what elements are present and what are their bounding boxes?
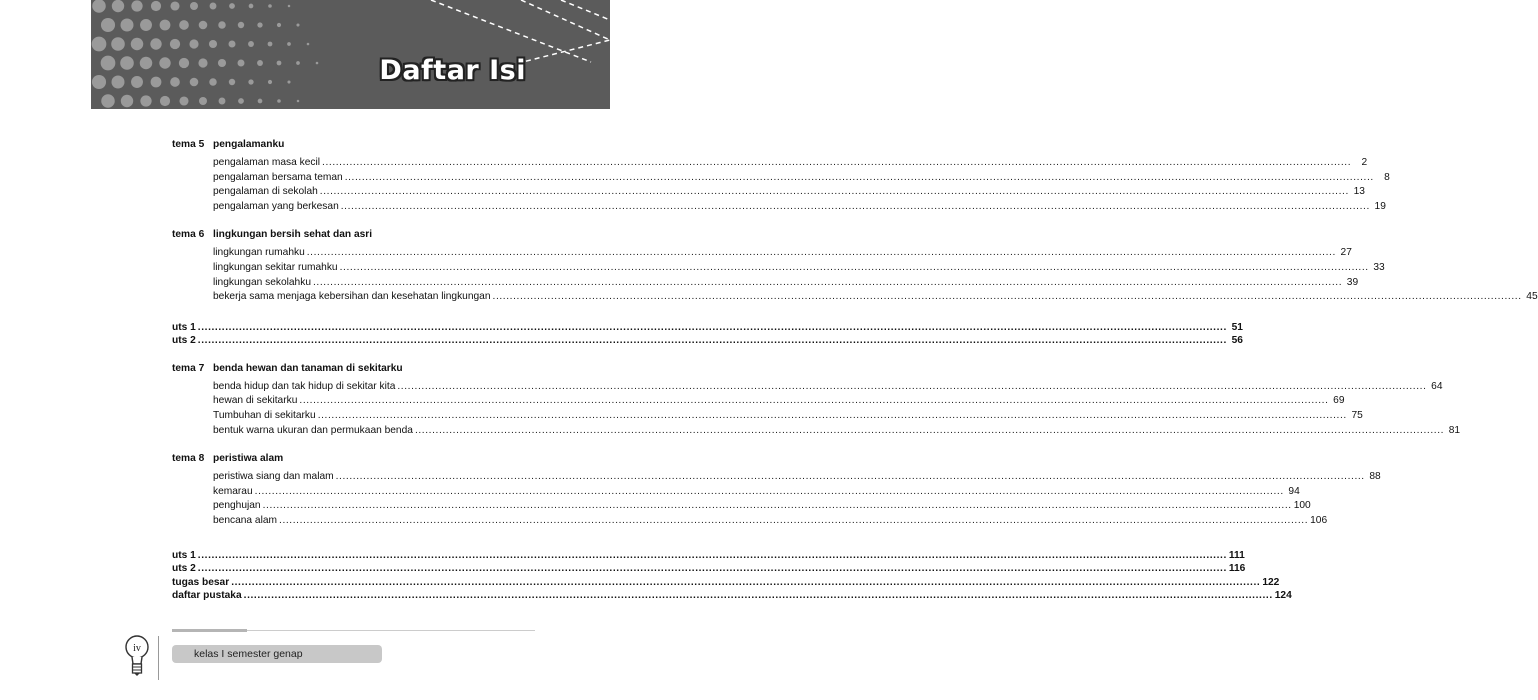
decor-dot: [170, 1, 179, 10]
toc-entry-label: bencana alam: [213, 514, 278, 526]
toc-entry-label: uts 2: [172, 335, 196, 347]
dot-leader: ............................................................................................................................................................................................................................................................................................................: [197, 563, 1227, 574]
decor-dot: [288, 5, 291, 8]
theme-section: [172, 362, 1461, 438]
decor-dot: [209, 40, 217, 48]
toc-entry: [172, 200, 1386, 215]
footer-rule: [172, 629, 247, 632]
toc-entry: [172, 185, 1365, 200]
toc-entry-page: 13: [1353, 186, 1365, 198]
dot-leader: ............................................................................................................................................................................................................................................................................................................: [319, 186, 1349, 198]
footer-caption: kelas I semester genap: [194, 648, 303, 660]
decor-dot: [268, 4, 272, 8]
toc-entry: [172, 589, 1292, 603]
toc-entry-page: 27: [1340, 247, 1352, 259]
toc-entry: [172, 246, 1352, 261]
toc-entry-page: 39: [1346, 276, 1359, 288]
decor-dot: [296, 61, 300, 65]
dot-leader: ............................................................................................................................................................................................................................................................................................................: [306, 247, 1336, 259]
toc-entry-page: 64: [1431, 380, 1443, 392]
toc-entry: [172, 499, 1311, 514]
decor-dot: [229, 79, 235, 85]
toc-entry: [172, 380, 1443, 395]
toc-entry: [172, 394, 1345, 409]
toc-entry-page: 33: [1373, 261, 1385, 273]
dot-pattern-decoration: [91, 0, 610, 109]
decor-dot: [209, 78, 217, 86]
toc-entry-page: 8: [1384, 171, 1390, 183]
toc-entry-label: hewan di sekitarku: [213, 395, 298, 407]
toc-entry-label: pengalaman masa kecil: [213, 157, 321, 168]
toc-entry-page: 116: [1228, 563, 1246, 574]
decor-dot: [238, 60, 245, 67]
decor-dot: [112, 0, 124, 12]
toc-entry-label: lingkungan rumahku: [213, 247, 305, 259]
toc-entry-label: lingkungan sekitar rumahku: [213, 261, 338, 273]
toc-entry: [172, 334, 1243, 348]
dot-leader: ............................................................................................................................................................................................................................................................................................................: [414, 424, 1445, 436]
decor-dot: [151, 1, 161, 11]
theme-heading: [172, 362, 534, 376]
dot-leader: ............................................................................................................................................................................................................................................................................................................: [243, 590, 1273, 601]
toc-entry-page: 124: [1274, 590, 1292, 601]
dot-leader: ............................................................................................................................................................................................................................................................................................................: [317, 409, 1347, 421]
decor-dot: [111, 37, 125, 51]
page-number: iv: [133, 643, 141, 654]
decor-dot: [199, 21, 208, 30]
decor-dot: [131, 38, 144, 51]
theme-section: [172, 452, 1381, 528]
dot-leader: ............................................................................................................................................................................................................................................................................................................: [340, 200, 1370, 212]
toc-entry-page: 69: [1333, 395, 1345, 407]
decor-dot: [140, 57, 153, 70]
toc-entry: [172, 549, 1245, 563]
theme-title: lingkungan bersih sehat dan asri: [213, 229, 373, 241]
toc-entry: [172, 424, 1461, 439]
decor-dot: [140, 19, 152, 31]
decor-dot: [297, 100, 300, 103]
decor-dot: [277, 99, 281, 103]
toc-entry-label: penghujan: [213, 500, 261, 512]
decor-dot: [121, 95, 133, 107]
decor-dot: [257, 22, 262, 27]
decor-dot: [316, 62, 319, 65]
dot-leader: ............................................................................................................................................................................................................................................................................................................: [322, 157, 1352, 168]
decor-dot: [218, 59, 226, 67]
decor-dot: [101, 56, 116, 71]
decor-dot: [248, 41, 254, 47]
theme-number: tema 8: [172, 453, 205, 465]
decor-dot: [160, 20, 171, 31]
dot-leader: ............................................................................................................................................................................................................................................................................................................: [344, 171, 1374, 183]
dot-leader: ............................................................................................................................................................................................................................................................................................................: [197, 321, 1227, 333]
decor-dot: [198, 58, 207, 67]
decor-dot: [268, 80, 272, 84]
table-of-contents: [172, 138, 1538, 603]
toc-entry-label: uts 1: [172, 321, 196, 333]
toc-entry-label: pengalaman bersama teman: [213, 171, 343, 183]
decor-dot: [92, 75, 106, 89]
theme-number: tema 5: [172, 139, 205, 150]
theme-section: [172, 138, 1390, 214]
toc-entry: [172, 470, 1381, 485]
decor-dot: [296, 23, 299, 26]
decor-dot: [160, 96, 170, 106]
theme-title: peristiwa alam: [213, 453, 284, 465]
dot-leader: ............................................................................................................................................................................................................................................................................................................: [197, 335, 1227, 347]
decor-dot: [179, 58, 189, 68]
toc-entry-label: daftar pustaka: [172, 590, 242, 601]
toc-entry-label: lingkungan sekolahku: [213, 276, 311, 288]
decor-dot: [249, 4, 254, 9]
decor-dot: [101, 94, 115, 108]
toc-entry: [172, 514, 1328, 529]
theme-title: benda hewan dan tanaman di sekitarku: [213, 362, 403, 374]
decor-dot: [140, 95, 151, 106]
toc-entry-page: 106: [1310, 514, 1328, 526]
decor-dot: [92, 37, 107, 52]
decor-dot: [112, 76, 125, 89]
decor-dot: [121, 19, 134, 32]
toc-entry-label: tugas besar: [172, 576, 230, 588]
theme-heading: [172, 138, 534, 152]
toc-entry-page: 81: [1448, 424, 1461, 436]
theme-title: pengalamanku: [213, 139, 285, 150]
toc-entry: [172, 290, 1538, 305]
theme-heading: [172, 228, 534, 242]
toc-entry-label: Tumbuhan di sekitarku: [213, 409, 316, 421]
toc-entry: [172, 562, 1246, 576]
dot-leader: ............................................................................................................................................................................................................................................................................................................: [313, 276, 1343, 288]
dashed-line-decoration: [521, 0, 610, 40]
decor-dot: [210, 3, 217, 10]
toc-entry-page: 88: [1369, 471, 1381, 483]
dot-leader: ............................................................................................................................................................................................................................................................................................................: [262, 500, 1292, 512]
toc-entry-label: pengalaman di sekolah: [213, 186, 318, 198]
dot-leader: ............................................................................................................................................................................................................................................................................................................: [339, 261, 1369, 273]
footer-divider: [158, 636, 159, 680]
decor-dot: [170, 77, 180, 87]
decor-dot: [287, 42, 291, 46]
decor-dot: [151, 77, 162, 88]
toc-entry-label: benda hidup dan tak hidup di sekitar kita: [213, 380, 396, 392]
decor-dot: [190, 2, 198, 10]
page-title: Daftar Isi: [379, 55, 526, 86]
toc-entry: [172, 261, 1385, 276]
dashed-line-decoration: [431, 0, 591, 62]
decor-dot: [219, 98, 226, 105]
toc-entry-page: 45: [1526, 291, 1538, 303]
toc-entry-page: 75: [1351, 409, 1363, 421]
toc-entry-page: 2: [1361, 157, 1368, 168]
decor-dot: [159, 57, 170, 68]
theme-number: tema 7: [172, 362, 205, 374]
decor-dot: [101, 18, 115, 32]
toc-entry: [172, 156, 1368, 171]
dot-leader: ............................................................................................................................................................................................................................................................................................................: [397, 380, 1427, 392]
decor-dot: [179, 20, 189, 30]
toc-entry-label: pengalaman yang berkesan: [213, 200, 339, 212]
decor-dot: [238, 98, 244, 104]
toc-entry-page: 100: [1293, 500, 1311, 512]
toc-entry: [172, 321, 1243, 335]
toc-entry-label: uts 1: [172, 549, 196, 561]
decor-dot: [190, 78, 199, 87]
decor-dot: [258, 99, 263, 104]
toc-entry-label: kemarau: [213, 485, 253, 497]
decor-dot: [120, 56, 134, 70]
toc-entry-page: 56: [1231, 335, 1243, 347]
decor-dot: [277, 23, 281, 27]
toc-entry-page: 19: [1374, 200, 1386, 212]
theme-number: tema 6: [172, 229, 205, 241]
toc-entry-label: bekerja sama menjaga kebersihan dan kesehatan lingkungan: [213, 291, 491, 303]
decor-dot: [277, 61, 282, 66]
dashed-line-decoration: [561, 0, 610, 20]
decor-dot: [131, 76, 143, 88]
toc-entry: [172, 171, 1390, 186]
dot-leader: ............................................................................................................................................................................................................................................................................................................: [299, 395, 1329, 407]
decor-dot: [248, 79, 253, 84]
toc-entry-label: bentuk warna ukuran dan permukaan benda: [213, 424, 413, 436]
toc-entry-page: 51: [1231, 321, 1243, 333]
decor-dot: [131, 0, 142, 11]
decor-dot: [150, 38, 161, 49]
toc-entry-page: 111: [1228, 549, 1245, 561]
decor-dot: [199, 97, 207, 105]
dot-leader: ............................................................................................................................................................................................................................................................................................................: [197, 549, 1227, 561]
decor-dot: [238, 22, 244, 28]
footer-rule-thin: [247, 630, 535, 631]
toc-entry-page: 94: [1288, 485, 1300, 497]
decor-dot: [268, 42, 273, 47]
decor-dot: [218, 21, 226, 29]
toc-entry: [172, 409, 1363, 424]
toc-entry: [172, 485, 1300, 500]
decor-dot: [307, 43, 310, 46]
decor-dot: [179, 96, 188, 105]
lightbulb-icon: [124, 630, 150, 685]
toc-entry: [172, 576, 1280, 590]
decor-dot: [287, 80, 290, 83]
dot-leader: ............................................................................................................................................................................................................................................................................................................: [231, 576, 1261, 588]
dot-leader: ............................................................................................................................................................................................................................................................................................................: [335, 471, 1365, 483]
toc-entry-page: 122: [1262, 576, 1280, 588]
theme-section: [172, 228, 1538, 304]
decor-dot: [92, 0, 106, 13]
dot-leader: ............................................................................................................................................................................................................................................................................................................: [279, 514, 1309, 526]
header-banner: [91, 0, 610, 109]
toc-entry: [172, 276, 1359, 291]
toc-entry-label: uts 2: [172, 563, 196, 574]
decor-dot: [170, 39, 180, 49]
decor-dot: [229, 3, 235, 9]
theme-heading: [172, 452, 534, 466]
dot-leader: ............................................................................................................................................................................................................................................................................................................: [254, 485, 1284, 497]
decor-dot: [189, 39, 198, 48]
decor-dot: [229, 41, 236, 48]
decor-dot: [257, 60, 263, 66]
dot-leader: ............................................................................................................................................................................................................................................................................................................: [492, 291, 1522, 303]
footer-caption-pill: [172, 645, 382, 663]
toc-entry-label: peristiwa siang dan malam: [213, 471, 334, 483]
